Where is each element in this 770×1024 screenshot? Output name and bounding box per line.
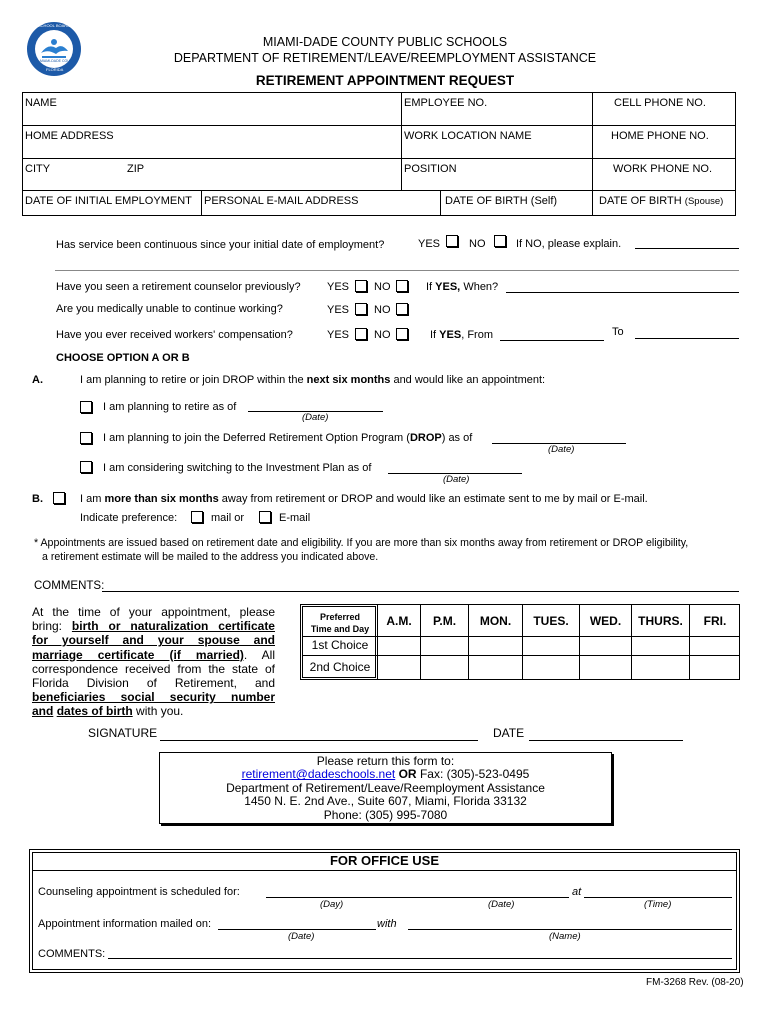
option-a1-date-caption: (Date) bbox=[302, 412, 329, 423]
comp-from-line[interactable] bbox=[500, 340, 604, 341]
counselor-yes-label: YES bbox=[327, 281, 350, 293]
unable-no-label: NO bbox=[374, 304, 391, 316]
bring-line-5: correspondence received from the state of bbox=[32, 661, 275, 676]
dob-self-label: DATE OF BIRTH bbox=[445, 195, 528, 207]
col-pm: P.M. bbox=[432, 614, 457, 628]
email-checkbox[interactable] bbox=[259, 511, 271, 523]
signature-line[interactable] bbox=[160, 740, 478, 741]
logo-bottom-text: FLORIDA bbox=[46, 67, 64, 72]
option-a2-bold: DROP bbox=[409, 432, 442, 444]
mailed-name-caption: (Name) bbox=[549, 931, 581, 942]
counselor-no-label: NO bbox=[374, 281, 391, 293]
counseling-time-caption: (Time) bbox=[644, 899, 672, 910]
personal-email-field[interactable]: PERSONAL E-MAIL ADDRESS bbox=[204, 195, 359, 207]
city-field[interactable]: CITY bbox=[25, 163, 51, 175]
form-number: FM-3268 Rev. (08-20) bbox=[646, 977, 744, 988]
date-initial-employment-field[interactable]: DATE OF INITIAL EMPLOYMENT bbox=[25, 195, 192, 207]
option-a1-label: I am planning to retire as of bbox=[103, 401, 237, 413]
mailed-with-line[interactable] bbox=[408, 929, 732, 930]
explain-line[interactable] bbox=[635, 248, 739, 249]
bring-line-3: for yourself and your spouse and bbox=[32, 633, 275, 648]
counseling-date-caption: (Date) bbox=[488, 899, 515, 910]
position-field[interactable]: POSITION bbox=[404, 163, 457, 175]
option-a3-date-caption: (Date) bbox=[443, 474, 470, 485]
counselor-no-checkbox[interactable] bbox=[396, 280, 408, 292]
bring-line-6: Florida Division of Retirement, and bbox=[32, 676, 275, 691]
header-line-2: DEPARTMENT OF RETIREMENT/LEAVE/REEMPLOYMENT ASSISTANCE bbox=[173, 51, 597, 65]
option-b-letter: B. bbox=[32, 493, 43, 505]
office-comments-label: COMMENTS: bbox=[38, 948, 106, 960]
counselor-question: Have you seen a retirement counselor previously? bbox=[56, 281, 301, 293]
indicate-preference-label: Indicate preference: bbox=[80, 512, 178, 524]
row-1st-choice: 1st Choice bbox=[311, 638, 369, 652]
appointment-note-line-2: a retirement estimate will be mailed to the address you indicated above. bbox=[42, 551, 379, 563]
counselor-when-line[interactable] bbox=[506, 292, 739, 293]
continuous-no-checkbox[interactable] bbox=[494, 235, 506, 247]
option-a-text bbox=[80, 374, 545, 387]
dob-self-field[interactable] bbox=[445, 195, 557, 208]
comments-line[interactable] bbox=[102, 591, 739, 592]
counselor-when-label: When? bbox=[463, 281, 499, 293]
mailed-date-caption: (Date) bbox=[288, 931, 315, 942]
option-a3-checkbox[interactable] bbox=[80, 461, 92, 473]
mailed-on-line[interactable] bbox=[218, 929, 376, 930]
comments-label: COMMENTS: bbox=[34, 580, 105, 592]
page-title: RETIREMENT APPOINTMENT REQUEST bbox=[255, 73, 515, 88]
dob-self-suffix: (Self) bbox=[530, 195, 558, 207]
counselor-if-yes-label: If YES, When? bbox=[426, 281, 499, 293]
header-line-1: MIAMI-DADE COUNTY PUBLIC SCHOOLS bbox=[262, 35, 508, 49]
col-fri: FRI. bbox=[703, 614, 727, 628]
continuous-service-question: Has service been continuous since your initial date of employment? bbox=[56, 239, 385, 251]
work-phone-field[interactable]: WORK PHONE NO. bbox=[613, 163, 713, 175]
counseling-day-caption: (Day) bbox=[320, 899, 344, 910]
unable-yes-label: YES bbox=[327, 304, 350, 316]
comp-yes-checkbox[interactable] bbox=[355, 328, 367, 340]
choose-option-heading: CHOOSE OPTION A OR B bbox=[56, 352, 190, 364]
option-a-letter: A. bbox=[32, 374, 43, 386]
bring-line-8-a: and bbox=[32, 704, 54, 719]
col-mon: MON. bbox=[479, 614, 512, 628]
col-wed: WED. bbox=[589, 614, 622, 628]
option-a3-label: I am considering switching to the Investment Plan as of bbox=[103, 462, 372, 474]
return-address-box bbox=[159, 752, 612, 824]
counseling-label: Counseling appointment is scheduled for: bbox=[38, 886, 240, 898]
medically-unable-question: Are you medically unable to continue working? bbox=[56, 303, 283, 315]
dob-spouse-suffix: (Spouse) bbox=[684, 196, 724, 207]
return-line-5: Phone: (305) 995-7080 bbox=[323, 807, 448, 822]
bring-line-2-pre: bring: bbox=[32, 619, 72, 634]
email-label: E-mail bbox=[279, 512, 311, 524]
continuous-no-label: NO bbox=[469, 238, 486, 250]
option-b-bold: more than six months bbox=[104, 493, 219, 505]
col-am: A.M. bbox=[386, 614, 412, 628]
work-location-field[interactable]: WORK LOCATION NAME bbox=[404, 130, 532, 142]
zip-field[interactable]: ZIP bbox=[127, 163, 145, 175]
preferred-header-1: Preferred bbox=[319, 612, 361, 622]
bring-line-7: beneficiaries social security number bbox=[32, 690, 275, 705]
return-fax: Fax: (305)-523-0495 bbox=[419, 767, 530, 782]
appointment-note-line-1: * Appointments are issued based on retirement date and eligibility. If you are more than six months away from retirement or DROP eligibility, bbox=[34, 537, 689, 549]
bring-documents-paragraph bbox=[32, 605, 275, 719]
dob-spouse-label: DATE OF BIRTH bbox=[599, 195, 682, 207]
col-thurs: THURS. bbox=[638, 614, 683, 628]
counseling-at-label: at bbox=[572, 886, 582, 898]
return-or: OR bbox=[398, 767, 417, 782]
counseling-time-line[interactable] bbox=[584, 897, 732, 898]
unable-yes-checkbox[interactable] bbox=[355, 303, 367, 315]
workers-comp-question: Have you ever received workers' compensation? bbox=[56, 329, 293, 341]
return-line-3: Department of Retirement/Leave/Reemployment Assistance bbox=[226, 780, 545, 795]
preferred-header-2: Time and Day bbox=[310, 624, 370, 634]
bring-line-2-bold: birth or naturalization certificate bbox=[71, 619, 275, 634]
continuous-yes-label: YES bbox=[418, 238, 441, 250]
option-a-post: and would like an appointment: bbox=[390, 374, 546, 386]
counselor-yes-checkbox[interactable] bbox=[355, 280, 367, 292]
option-a2-post: ) as of bbox=[441, 432, 473, 444]
mailed-on-label: Appointment information mailed on: bbox=[38, 918, 212, 930]
return-line-1: Please return this form to: bbox=[316, 754, 455, 768]
return-line-4: 1450 N. E. 2nd Ave., Suite 607, Miami, Florida 33132 bbox=[244, 794, 527, 809]
option-b-post: away from retirement or DROP and would like an estimate sent to me by mail or E-mail. bbox=[218, 493, 648, 505]
option-a-bold: next six months bbox=[306, 374, 391, 386]
office-use-title: FOR OFFICE USE bbox=[329, 853, 440, 868]
bring-line-4-bold: marriage certificate (if married) bbox=[32, 647, 244, 662]
option-a1-checkbox[interactable] bbox=[80, 401, 92, 413]
comp-from-label: If YES, From bbox=[430, 329, 493, 341]
preferred-time-table bbox=[300, 604, 740, 680]
col-tues: TUES. bbox=[533, 614, 569, 628]
option-a2-checkbox[interactable] bbox=[80, 432, 92, 444]
cell-phone-field[interactable]: CELL PHONE NO. bbox=[614, 97, 706, 109]
signature-date-label: DATE bbox=[493, 726, 525, 740]
option-a-pre: I am planning to retire or join DROP within the bbox=[80, 374, 307, 386]
home-phone-field[interactable]: HOME PHONE NO. bbox=[611, 130, 709, 142]
counseling-day-date-line[interactable] bbox=[266, 897, 569, 898]
mail-label: mail or bbox=[211, 512, 245, 524]
bring-line-8-c: with you. bbox=[132, 704, 184, 719]
mailed-with-label: with bbox=[377, 918, 397, 930]
dob-spouse-field[interactable] bbox=[599, 195, 723, 208]
continuous-yes-checkbox[interactable] bbox=[446, 235, 458, 247]
bring-line-1: At the time of your appointment, please bbox=[32, 605, 275, 619]
bring-line-8-b: dates of birth bbox=[56, 704, 133, 719]
return-email-link[interactable]: retirement@dadeschools.net bbox=[241, 767, 396, 782]
mail-checkbox[interactable] bbox=[191, 511, 203, 523]
option-b-pre: I am bbox=[80, 493, 105, 505]
option-b-text bbox=[80, 493, 648, 506]
unable-no-checkbox[interactable] bbox=[396, 303, 408, 315]
comp-no-checkbox[interactable] bbox=[396, 328, 408, 340]
comp-from-text: From bbox=[467, 329, 493, 341]
option-b-checkbox[interactable] bbox=[53, 492, 65, 504]
option-a2-pre: I am planning to join the Deferred Retirement Option Program ( bbox=[103, 432, 410, 444]
option-a2-label bbox=[103, 432, 472, 445]
comp-yes-label: YES bbox=[327, 329, 350, 341]
comp-to-label: To bbox=[612, 326, 624, 338]
logo-top-text: SCHOOL BOARD bbox=[38, 23, 71, 28]
comp-to-line[interactable] bbox=[635, 338, 739, 339]
comp-no-label: NO bbox=[374, 329, 391, 341]
signature-label: SIGNATURE bbox=[88, 726, 158, 740]
if-no-explain-label: If NO, please explain. bbox=[516, 238, 622, 250]
bring-line-4-post: . All bbox=[243, 647, 275, 662]
name-field[interactable]: NAME bbox=[25, 97, 57, 109]
signature-date-line[interactable] bbox=[529, 740, 683, 741]
row-2nd-choice: 2nd Choice bbox=[309, 660, 371, 674]
option-a2-date-caption: (Date) bbox=[548, 444, 575, 455]
logo-middle-text: MIAMI-DADE COUNTY bbox=[40, 59, 77, 63]
office-comments-line[interactable] bbox=[108, 958, 732, 959]
home-address-field[interactable]: HOME ADDRESS bbox=[25, 130, 114, 142]
employee-no-field[interactable]: EMPLOYEE NO. bbox=[404, 97, 488, 109]
